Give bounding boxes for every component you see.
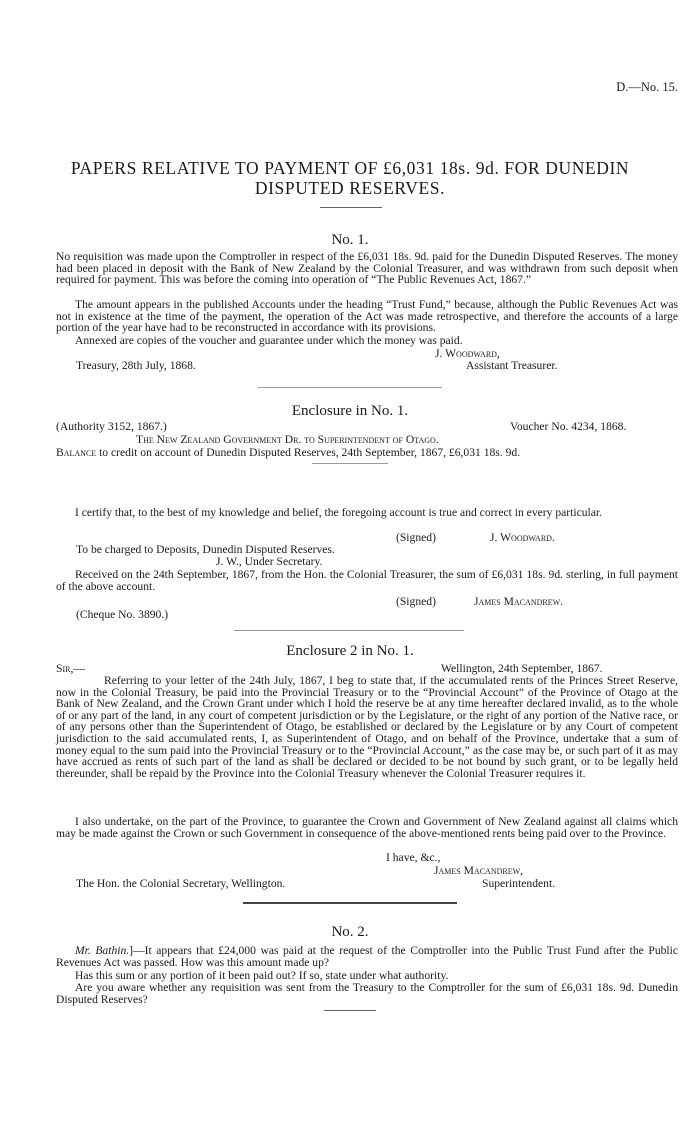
paragraph: Annexed are copies of the voucher and guarantee under which the money was paid. bbox=[75, 334, 463, 347]
paragraph: Referring to your letter of the 24th July, 1867, I beg to state that, if the accumulated rents of the Princes Street Reserve, now in the Colonial Treasury, be paid into the Provincial Treasury or to the “Provincial Account” of the Province of Otago at the Bank of New Zealand, and the Crown Grant under which I hold the reserve be at any time hereafter declared invalid, as to the whole of or any part of the land, in any court of competent jurisdiction or by the Legislature, or the right of any portion of the Native race, or of any persons other than the Superintendent of Otago, be established or declared by the Legislature or by any Court of competent jurisdiction to the said accumulated rents, I, as Superintendent of Otago, and on behalf of the Province, undertake that a sum of money equal to the sum paid into the Provincial Treasury or to the “Provincial Account,” as the case may be, or such part of it as may have accrued as rents of such part of the land as shall be declared or decided to be not bound by such grant, or to be legally held thereunder, shall be repaid by the Province into the Colonial Treasury whenever the Colonial Treasurer requires it. bbox=[56, 674, 679, 780]
section-divider bbox=[258, 387, 442, 388]
balance-detail: to credit on account of Dunedin Disputed Reserves, 24th September, 1867, £6,031 18s. 9d. bbox=[96, 446, 521, 459]
account-rule bbox=[312, 463, 388, 464]
receipt: Received on the 24th September, 1867, from the Hon. the Colonial Treasurer, the sum of £6,031 18s. 9d. sterling, in full payment of the above account. bbox=[56, 568, 678, 593]
under-secretary: J. W., Under Secretary. bbox=[216, 555, 323, 568]
question-text: ]—It appears that £24,000 was paid at the request of the Comptroller into the Public Trust Fund after the Public Revenues Act was passed. How was this amount made up? bbox=[56, 944, 678, 969]
place-date: Wellington, 24th September, 1867. bbox=[441, 662, 603, 675]
place-date: Treasury, 28th July, 1868. bbox=[76, 359, 196, 372]
section-heading-enclosure2: Enclosure 2 in No. 1. bbox=[286, 643, 414, 659]
signature-name: James Macandrew. bbox=[474, 595, 564, 608]
question bbox=[56, 945, 678, 968]
signature-title: Superintendent. bbox=[482, 877, 556, 890]
balance-line bbox=[56, 447, 520, 459]
section-heading-no2: No. 2. bbox=[331, 924, 369, 940]
paragraph: I also undertake, on the part of the Province, to guarantee the Crown and Government of New Zealand against all claims which may be made against the Crown or such Government in consequence of the above-mentioned rents being paid over to the Province. bbox=[56, 815, 678, 840]
voucher-number: Voucher No. 4234, 1868. bbox=[510, 420, 627, 433]
question: Are you aware whether any requisition was sent from the Treasury to the Comptroller for the sum of £6,031 18s. 9d. Dunedin Disputed Reserves? bbox=[56, 981, 678, 1006]
salutation: Sir,— bbox=[56, 662, 85, 675]
page-title: PAPERS RELATIVE TO PAYMENT OF £6,031 18s. 9d. FOR DUNEDIN bbox=[70, 158, 630, 178]
authority-line: (Authority 3152, 1867.) bbox=[56, 420, 167, 433]
signature-name: J. Woodward. bbox=[490, 531, 555, 544]
title-rule bbox=[320, 207, 382, 208]
charge-note: To be charged to Deposits, Dunedin Disputed Reserves. bbox=[76, 543, 335, 556]
page-reference: D.—No. 15. bbox=[616, 80, 678, 94]
letter-close: I have, &c., bbox=[386, 851, 441, 864]
signature-name: James Macandrew, bbox=[434, 864, 524, 877]
page-subtitle: DISPUTED RESERVES. bbox=[254, 178, 446, 198]
speaker-name: Mr. Bathin. bbox=[75, 944, 130, 957]
section-divider bbox=[243, 902, 457, 904]
certification: I certify that, to the best of my knowledge and belief, the foregoing account is true and correct in every particular. bbox=[75, 506, 602, 519]
paragraph: The amount appears in the published Accounts under the heading “Trust Fund,” because, although the Public Revenues Act was not in existence at the time of the payment, the operation of the Act was made retrospective, and therefore the accounts of a large portion of the year have had to be reconstructed in accordance with its provisions. bbox=[56, 298, 678, 335]
section-heading-enclosure1: Enclosure in No. 1. bbox=[291, 403, 409, 419]
addressee: The Hon. the Colonial Secretary, Wellington. bbox=[76, 877, 286, 890]
cheque-number: (Cheque No. 3890.) bbox=[76, 608, 169, 621]
signed-label: (Signed) bbox=[396, 531, 436, 544]
section-divider bbox=[234, 630, 464, 631]
question: Has this sum or any portion of it been paid out? If so, state under what authority. bbox=[75, 969, 449, 982]
signed-label: (Signed) bbox=[396, 595, 436, 608]
section-heading-no1: No. 1. bbox=[331, 232, 369, 248]
balance-label: Balance bbox=[56, 446, 97, 459]
end-rule bbox=[324, 1010, 376, 1011]
paragraph: No requisition was made upon the Comptroller in respect of the £6,031 18s. 9d. paid for the Dunedin Disputed Reserves. The money had been placed in deposit with the Bank of New Zealand by the Colonial Treasurer, and was withdrawn from such deposit when required for payment. This was before the coming into operation of “The Public Revenues Act, 1867.” bbox=[56, 250, 678, 287]
signature-title: Assistant Treasurer. bbox=[466, 359, 558, 372]
signature-name: J. Woodward, bbox=[435, 347, 500, 360]
account-parties: The New Zealand Government Dr. to Superintendent of Otago. bbox=[136, 433, 439, 446]
